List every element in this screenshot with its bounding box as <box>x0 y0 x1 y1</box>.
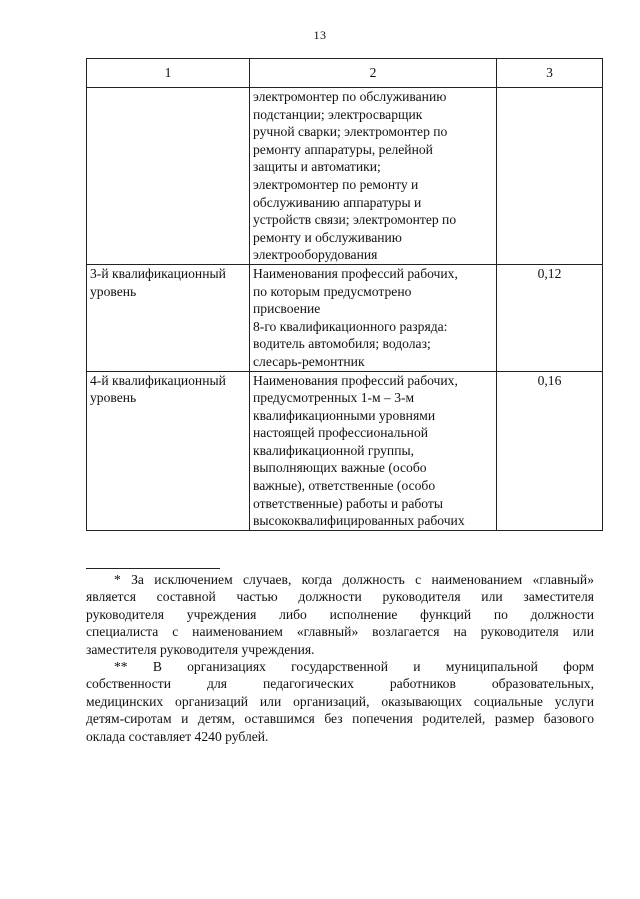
footnote-line: руководителя учреждения либо исполнение функций по должности <box>86 606 594 622</box>
professions-line: ручной сварки; электромонтер по <box>253 124 448 140</box>
professions-cell <box>250 264 497 371</box>
coefficient-cell: 0,12 <box>497 264 603 371</box>
professions-line: ответственные) работы и работы <box>253 495 443 511</box>
professions-line: по которым предусмотрено <box>253 283 412 299</box>
footnote-line: заместителя руководителя учреждения. <box>86 641 315 657</box>
footnote-line: ** В организациях государственной и муниципальной форм <box>114 659 594 674</box>
qualification-level-line: уровень <box>90 283 137 299</box>
column-header-2: 2 <box>250 59 497 88</box>
qualification-level-cell <box>87 264 250 371</box>
table-row <box>87 88 603 265</box>
professions-line: настоящей профессиональной <box>253 425 429 441</box>
professions-line: защиты и автоматики; <box>253 159 381 175</box>
footnote-separator <box>86 568 220 569</box>
professions-cell <box>250 88 497 265</box>
qualification-level-line: 3-й квалификационный <box>90 265 226 281</box>
footnote-line: оклада составляет 4240 рублей. <box>86 728 269 744</box>
professions-line: обслуживанию аппаратуры и <box>253 194 422 210</box>
professions-line: ремонту аппаратуры, релейной <box>253 141 433 157</box>
professions-cell <box>250 371 497 530</box>
footnote-2 <box>86 658 594 745</box>
table-row <box>87 264 603 371</box>
professions-line: квалификационными уровнями <box>253 407 436 423</box>
footnote-1 <box>86 571 594 658</box>
coefficient-cell: 0,16 <box>497 371 603 530</box>
footnote-line: * За исключением случаев, когда должность с наименованием «главный» <box>114 572 594 587</box>
professions-line: выполняющих важные (особо <box>253 460 427 476</box>
professions-line: высококвалифицированных рабочих <box>253 513 465 529</box>
professions-line: ремонту и обслуживанию <box>253 229 402 245</box>
table-header-row <box>87 59 603 88</box>
professions-line: Наименования профессий рабочих, <box>253 265 458 281</box>
column-header-1: 1 <box>87 59 250 88</box>
professions-line: водитель автомобиля; водолаз; <box>253 336 431 352</box>
footnote-line: медицинских организаций или организаций, оказывающих социальные услуги <box>86 693 594 709</box>
footnote-line: является составной частью должности руководителя или заместителя <box>86 589 594 605</box>
coefficient-cell <box>497 88 603 265</box>
qualification-level-line: уровень <box>90 390 137 406</box>
professions-line: электромонтер по ремонту и <box>253 176 419 192</box>
professions-line: 8-го квалификационного разряда: <box>253 318 448 334</box>
qualification-level-cell <box>87 88 250 265</box>
professions-line: важные), ответственные (особо <box>253 478 436 494</box>
qualification-level-line: 4-й квалификационный <box>90 372 226 388</box>
professions-line: квалификационной группы, <box>253 442 415 458</box>
professions-line: слесарь-ремонтник <box>253 353 365 369</box>
qualification-table <box>86 58 603 531</box>
professions-line: Наименования профессий рабочих, <box>253 372 458 388</box>
professions-line: электромонтер по обслуживанию <box>253 89 447 104</box>
footnote-line: специалиста с наименованием «главный» возлагается на руководителя или <box>86 624 594 640</box>
footnote-line: детям-сиротам и детям, оставшимся без попечения родителей, размер базового <box>86 711 594 727</box>
professions-line: устройств связи; электромонтер по <box>253 212 457 228</box>
page-number: 13 <box>313 28 327 42</box>
professions-line: предусмотренных 1-м – 3-м <box>253 390 415 406</box>
professions-line: присвоение <box>253 301 321 317</box>
table-row <box>87 371 603 530</box>
footnote-line: собственности для педагогических работников образовательных, <box>86 676 594 692</box>
professions-line: электрооборудования <box>253 247 378 263</box>
column-header-3: 3 <box>497 59 603 88</box>
professions-line: подстанции; электросварщик <box>253 106 423 122</box>
qualification-level-cell <box>87 371 250 530</box>
